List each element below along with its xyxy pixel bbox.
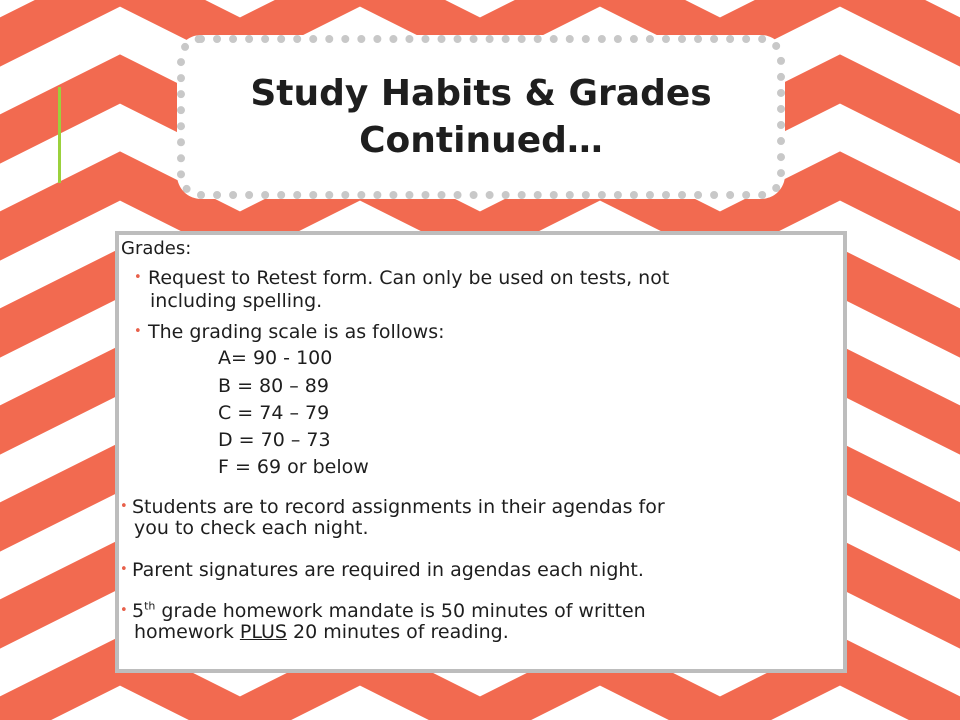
title-line-2: Continued…	[359, 120, 603, 161]
note-text-rest: grade homework mandate is 50 minutes of written	[155, 600, 646, 622]
grade-row: F = 69 or below	[218, 456, 369, 478]
bullet-icon: •	[120, 562, 128, 577]
slide-title	[250, 70, 711, 164]
ordinal-suffix: th	[144, 599, 156, 613]
underlined-word: PLUS	[239, 621, 287, 643]
note-number: 5	[132, 600, 145, 622]
title-line-1: Study Habits & Grades	[250, 73, 712, 114]
note-text: Students are to record assignments in their agendas for	[132, 496, 665, 518]
bullet-icon: •	[120, 603, 128, 618]
note-text-pre: homework	[134, 621, 240, 643]
note-text	[134, 621, 509, 643]
bullet-icon: •	[134, 270, 142, 285]
section-heading: Grades:	[121, 238, 192, 259]
note-text-post: 20 minutes of reading.	[286, 621, 509, 643]
bullet-text: including spelling.	[150, 290, 323, 312]
note-text: you to check each night.	[134, 517, 369, 539]
grade-row: D = 70 – 73	[218, 429, 331, 451]
title-box	[177, 35, 785, 199]
note-text	[132, 600, 646, 622]
grade-row: C = 74 – 79	[218, 402, 330, 424]
bullet-text: The grading scale is as follows:	[148, 321, 445, 343]
bullet-text: Request to Retest form. Can only be used on tests, not	[148, 267, 670, 289]
accent-line	[58, 87, 61, 183]
grade-row: A= 90 - 100	[218, 347, 333, 369]
note-text: Parent signatures are required in agendas each night.	[132, 559, 644, 581]
content-box	[115, 231, 847, 673]
bullet-icon: •	[134, 324, 142, 339]
bullet-icon: •	[120, 499, 128, 514]
grade-row: B = 80 – 89	[218, 375, 329, 397]
